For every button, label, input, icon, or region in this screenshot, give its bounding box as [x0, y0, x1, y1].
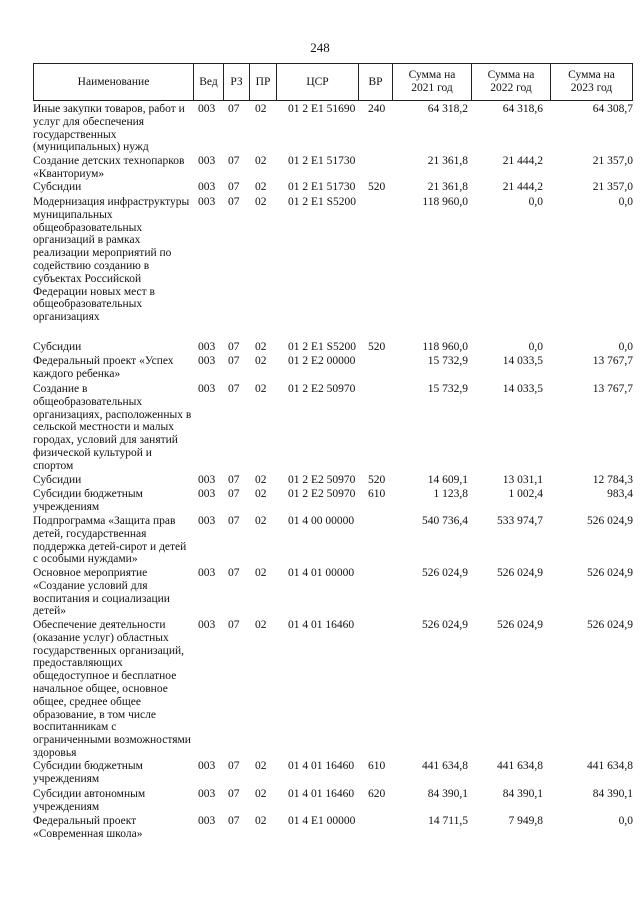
cell-ved: 003: [198, 815, 216, 827]
cell-pr: 02: [255, 383, 267, 395]
cell-s2021: 64 318,2: [427, 103, 468, 115]
cell-name: Субсидии: [33, 341, 82, 353]
cell-vr: 610: [368, 760, 386, 772]
cell-name: Создание детских технопарков «Кванториум»: [33, 155, 185, 180]
cell-s2023: 983,4: [607, 488, 633, 500]
cell-name: Субсидии: [33, 181, 82, 193]
cell-ved: 003: [198, 619, 216, 631]
cell-vr: 240: [368, 103, 386, 115]
cell-pr: 02: [255, 181, 267, 193]
cell-ved: 003: [198, 181, 216, 193]
cell-ved: 003: [198, 196, 216, 208]
cell-ved: 003: [198, 341, 216, 353]
col-vr-header: ВР: [358, 64, 392, 100]
cell-s2023: 64 308,7: [592, 103, 633, 115]
cell-csr: 01 4 01 16460: [288, 619, 355, 631]
cell-name: Субсидии бюджетным учреждениям: [33, 488, 143, 513]
cell-s2022: 14 033,5: [502, 383, 543, 395]
cell-s2022: 526 024,9: [497, 619, 543, 631]
cell-vr: 520: [368, 341, 386, 353]
cell-s2023: 0,0: [618, 196, 633, 208]
cell-csr: 01 2 E1 51690: [288, 103, 356, 115]
cell-ved: 003: [198, 355, 216, 367]
cell-ved: 003: [198, 103, 216, 115]
cell-rz: 07: [228, 355, 240, 367]
cell-s2023: 13 767,7: [592, 355, 633, 367]
cell-pr: 02: [255, 515, 267, 527]
cell-s2022: 533 974,7: [497, 515, 543, 527]
cell-vr: 520: [368, 474, 386, 486]
cell-ved: 003: [198, 788, 216, 800]
cell-name: Федеральный проект «Современная школа»: [33, 815, 143, 840]
cell-rz: 07: [228, 619, 240, 631]
cell-csr: 01 2 E2 50970: [288, 474, 356, 486]
cell-rz: 07: [228, 155, 240, 167]
cell-csr: 01 4 01 16460: [288, 788, 355, 800]
cell-s2021: 14 609,1: [427, 474, 468, 486]
cell-csr: 01 4 E1 00000: [288, 815, 356, 827]
cell-name: Федеральный проект «Успех каждого ребенка»: [33, 355, 174, 380]
cell-s2022: 0,0: [528, 196, 543, 208]
cell-csr: 01 2 E1 51730: [288, 155, 356, 167]
cell-s2022: 14 033,5: [502, 355, 543, 367]
cell-pr: 02: [255, 567, 267, 579]
cell-pr: 02: [255, 341, 267, 353]
cell-pr: 02: [255, 488, 267, 500]
cell-pr: 02: [255, 788, 267, 800]
cell-rz: 07: [228, 474, 240, 486]
cell-rz: 07: [228, 341, 240, 353]
cell-ved: 003: [198, 383, 216, 395]
cell-vr: 620: [368, 788, 386, 800]
cell-s2022: 84 390,1: [502, 788, 543, 800]
cell-s2021: 21 361,8: [427, 181, 468, 193]
cell-ved: 003: [198, 760, 216, 772]
cell-name: Субсидии бюджетным учреждениям: [33, 760, 143, 785]
cell-s2023: 21 357,0: [592, 181, 633, 193]
cell-name: Субсидии автономным учреждениям: [33, 788, 146, 813]
cell-ved: 003: [198, 155, 216, 167]
cell-s2022: 13 031,1: [502, 474, 543, 486]
cell-s2022: 21 444,2: [502, 181, 543, 193]
cell-rz: 07: [228, 103, 240, 115]
cell-s2021: 441 634,8: [422, 760, 468, 772]
col-rz-header: РЗ: [223, 64, 249, 100]
cell-s2021: 1 123,8: [433, 488, 468, 500]
col-2023-header: Сумма на 2023 год: [550, 64, 632, 100]
cell-rz: 07: [228, 567, 240, 579]
cell-pr: 02: [255, 760, 267, 772]
cell-name: Субсидии: [33, 474, 82, 486]
cell-rz: 07: [228, 181, 240, 193]
col-pr-header: ПР: [249, 64, 276, 100]
cell-name: Основное мероприятие «Создание условий для воспитания и социализации детей»: [33, 567, 170, 618]
cell-csr: 01 2 E2 50970: [288, 488, 356, 500]
cell-csr: 01 2 E1 51730: [288, 181, 356, 193]
cell-s2023: 526 024,9: [587, 567, 633, 579]
cell-s2022: 0,0: [528, 341, 543, 353]
cell-csr: 01 4 01 16460: [288, 760, 355, 772]
cell-ved: 003: [198, 488, 216, 500]
cell-pr: 02: [255, 155, 267, 167]
cell-rz: 07: [228, 196, 240, 208]
cell-s2023: 84 390,1: [592, 788, 633, 800]
cell-pr: 02: [255, 355, 267, 367]
cell-s2023: 12 784,3: [592, 474, 633, 486]
cell-s2021: 118 960,0: [422, 196, 468, 208]
cell-s2023: 526 024,9: [587, 619, 633, 631]
cell-s2021: 15 732,9: [427, 383, 468, 395]
cell-name: Подпрограмма «Защита прав детей, государственная поддержка детей-сирот и детей с особыми нуждами»: [33, 515, 187, 566]
cell-vr: 610: [368, 488, 386, 500]
cell-s2023: 0,0: [618, 341, 633, 353]
cell-s2023: 0,0: [618, 815, 633, 827]
cell-pr: 02: [255, 619, 267, 631]
cell-rz: 07: [228, 788, 240, 800]
cell-pr: 02: [255, 474, 267, 486]
cell-name: Модернизация инфраструктуры муниципальных общеобразовательных организаций в рамках реализации мероприятий по содействию созданию в субъектах Российской Федерации новых мест в общеобразовательных организациях: [33, 196, 190, 324]
cell-s2022: 64 318,6: [502, 103, 543, 115]
cell-s2023: 526 024,9: [587, 515, 633, 527]
cell-s2021: 526 024,9: [422, 567, 468, 579]
col-name-header: Наименование: [77, 75, 150, 88]
cell-s2021: 118 960,0: [422, 341, 468, 353]
col-2021-header: Сумма на 2021 год: [392, 64, 471, 100]
cell-s2021: 15 732,9: [427, 355, 468, 367]
cell-s2022: 7 949,8: [508, 815, 543, 827]
cell-ved: 003: [198, 515, 216, 527]
cell-rz: 07: [228, 815, 240, 827]
cell-s2021: 84 390,1: [427, 788, 468, 800]
cell-pr: 02: [255, 815, 267, 827]
cell-ved: 003: [198, 474, 216, 486]
cell-vr: 520: [368, 181, 386, 193]
col-ved-header: Вед: [193, 64, 223, 100]
cell-pr: 02: [255, 103, 267, 115]
cell-s2023: 13 767,7: [592, 383, 633, 395]
cell-name: Иные закупки товаров, работ и услуг для обеспечения государственных (муниципальных) нужд: [33, 103, 185, 154]
cell-s2022: 21 444,2: [502, 155, 543, 167]
cell-csr: 01 2 E2 50970: [288, 383, 356, 395]
cell-s2022: 441 634,8: [497, 760, 543, 772]
cell-ved: 003: [198, 567, 216, 579]
cell-csr: 01 2 E2 00000: [288, 355, 356, 367]
cell-pr: 02: [255, 196, 267, 208]
scan-margin-mark: [635, 60, 638, 100]
cell-s2022: 526 024,9: [497, 567, 543, 579]
cell-rz: 07: [228, 760, 240, 772]
cell-s2021: 21 361,8: [427, 155, 468, 167]
cell-csr: 01 2 E1 S5200: [288, 341, 357, 353]
cell-csr: 01 4 01 00000: [288, 567, 355, 579]
cell-s2021: 14 711,5: [428, 815, 468, 827]
col-csr-header: ЦСР: [276, 64, 358, 100]
cell-csr: 01 4 00 00000: [288, 515, 355, 527]
col-2022-header: Сумма на 2022 год: [471, 64, 550, 100]
page-number: 248: [310, 40, 330, 55]
cell-name: Создание в общеобразовательных организациях, расположенных в сельской местности и малых городах, условий для занятий физической культурой и спортом: [33, 383, 192, 472]
cell-s2023: 441 634,8: [587, 760, 633, 772]
table-header: [33, 63, 633, 101]
cell-name: Обеспечение деятельности (оказание услуг) областных государственных организаций, предоставляющих общедоступное и бесплатное начальное общее, основное общее, среднее общее образование, в том числе воспитанникам с ограниченными возможностями здоровья: [33, 619, 191, 759]
cell-s2022: 1 002,4: [508, 488, 543, 500]
cell-s2021: 526 024,9: [422, 619, 468, 631]
cell-s2023: 21 357,0: [592, 155, 633, 167]
cell-s2021: 540 736,4: [422, 515, 468, 527]
cell-rz: 07: [228, 515, 240, 527]
cell-csr: 01 2 E1 S5200: [288, 196, 357, 208]
cell-rz: 07: [228, 383, 240, 395]
cell-rz: 07: [228, 488, 240, 500]
